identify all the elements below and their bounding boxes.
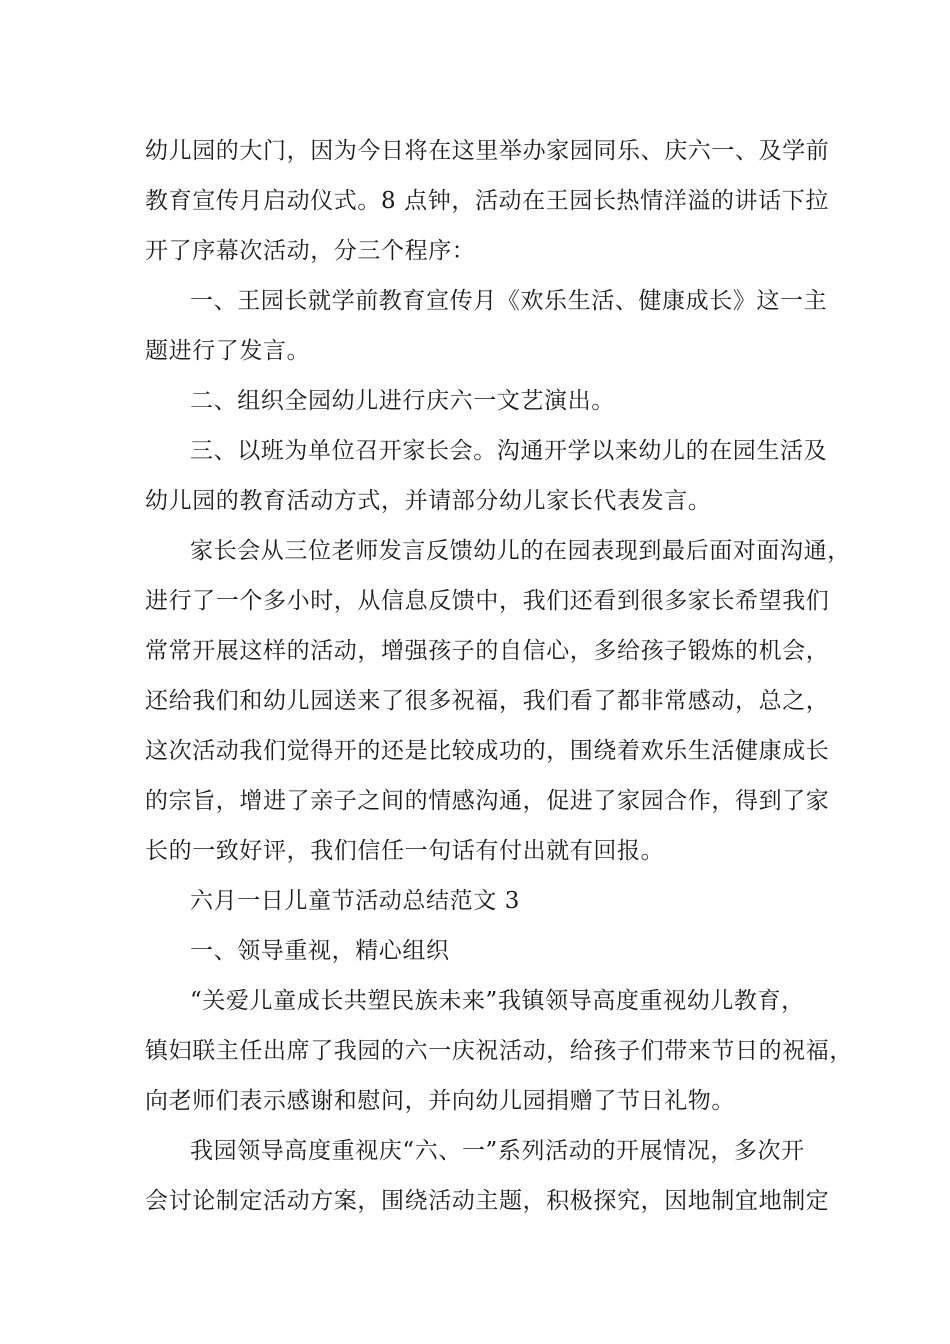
subsection-heading: 一、领导重视，精心组织	[190, 938, 450, 964]
text-line: 的宗旨，增进了亲子之间的情感沟通，促进了家园合作，得到了家	[145, 788, 830, 814]
text-line: 教育宣传月启动仪式。8 点钟，活动在王园长热情洋溢的讲话下拉	[145, 188, 829, 214]
text-line: 开了序幕次活动，分三个程序：	[145, 238, 476, 264]
text-line: 这次活动我们觉得开的还是比较成功的，围绕着欢乐生活健康成长	[145, 738, 830, 764]
text-line: 幼儿园的大门，因为今日将在这里举办家园同乐、庆六一、及学前	[145, 138, 830, 164]
text-line: 还给我们和幼儿园送来了很多祝福，我们看了都非常感动，总之，	[145, 688, 830, 714]
text-line: 一、王园长就学前教育宣传月《欢乐生活、健康成长》这一主	[190, 288, 828, 314]
text-line: 题进行了发言。	[145, 338, 311, 364]
text-line: “关爱儿童成长共塑民族未来”我镇领导高度重视幼儿教育，	[190, 988, 805, 1014]
text-line: 长的一致好评，我们信任一句话有付出就有回报。	[145, 838, 665, 864]
text-line: 会讨论制定活动方案，围绕活动主题，积极探究，因地制宜地制定	[145, 1188, 830, 1214]
text-line: 常常开展这样的活动，增强孩子的自信心，多给孩子锻炼的机会，	[145, 638, 830, 664]
text-line: 向老师们表示感谢和慰问，并向幼儿园捐赠了节日礼物。	[145, 1088, 735, 1114]
text-line: 幼儿园的教育活动方式，并请部分幼儿家长代表发言。	[145, 488, 712, 514]
text-line: 三、以班为单位召开家长会。沟通开学以来幼儿的在园生活及	[190, 438, 828, 464]
text-line: 家长会从三位老师发言反馈幼儿的在园表现到最后面对面沟通，	[190, 538, 851, 564]
text-line: 我园领导高度重视庆“六、一”系列活动的开展情况，多次开	[190, 1138, 805, 1164]
text-line: 二、组织全园幼儿进行庆六一文艺演出。	[190, 388, 615, 414]
text-line: 镇妇联主任出席了我园的六一庆祝活动，给孩子们带来节日的祝福，	[145, 1038, 853, 1064]
text-line: 进行了一个多小时，从信息反馈中，我们还看到很多家长希望我们	[145, 588, 830, 614]
section-heading: 六月一日儿童节活动总结范文 3	[190, 888, 520, 914]
